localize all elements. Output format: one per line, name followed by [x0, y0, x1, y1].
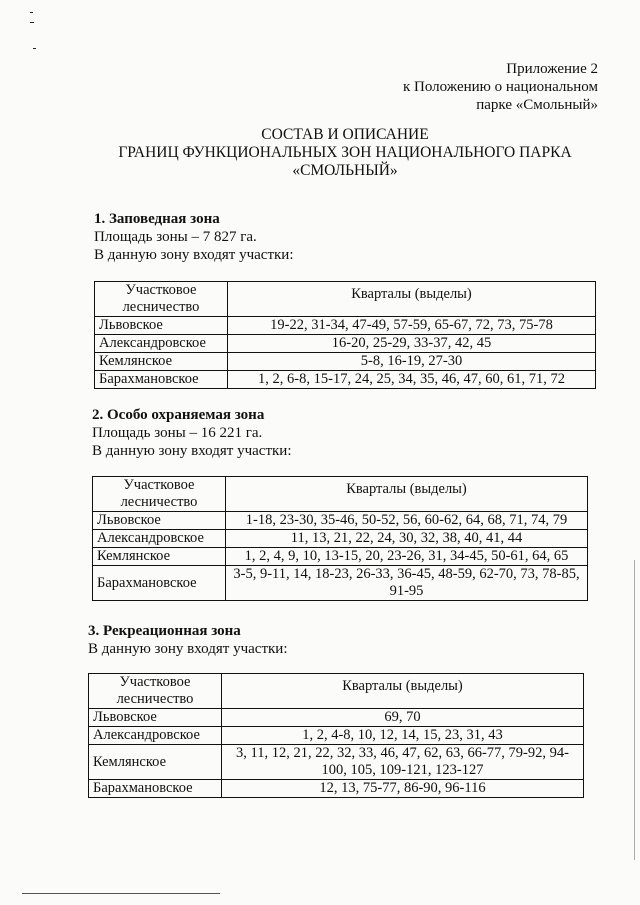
forestry-name: Александровское: [95, 335, 228, 353]
header-text: лесничество: [120, 494, 198, 510]
zone-heading: 1. Заповедная зона: [94, 211, 220, 227]
table-row: [95, 371, 596, 389]
zone-table: [92, 476, 588, 601]
forestry-name: Кемлянское: [93, 548, 226, 566]
table-header-cell: [93, 477, 226, 512]
zone-intro: В данную зону входят участки:: [92, 443, 292, 459]
title-line: «СМОЛЬНЫЙ»: [292, 162, 398, 179]
table-header-cell: Кварталы (выделы): [228, 282, 596, 317]
zone-heading: 3. Рекреационная зона: [88, 623, 241, 639]
forestry-name: Барахмановское: [95, 371, 228, 389]
forestry-name: Кемлянское: [89, 745, 222, 780]
table-row: [95, 317, 596, 335]
quarters-cell: 12, 13, 75-77, 86-90, 96-116: [222, 780, 584, 798]
scan-mark: [33, 48, 36, 49]
zone-heading: 2. Особо охраняемая зона: [92, 407, 265, 423]
table-row: [89, 745, 584, 780]
quarters-line: 3-5, 9-11, 14, 18-23, 26-33, 36-45, 48-59, 62-70, 73, 78-85,: [233, 566, 580, 582]
quarters-cell: [226, 566, 588, 601]
forestry-name: Барахмановское: [93, 566, 226, 601]
header-text: лесничество: [122, 299, 200, 315]
scan-mark: [30, 12, 33, 13]
quarters-cell: 5-8, 16-19, 27-30: [228, 353, 596, 371]
table-row: [89, 709, 584, 727]
zone-area: Площадь зоны – 7 827 га.: [94, 229, 257, 245]
table-header-row: [89, 674, 584, 709]
quarters-cell: 1-18, 23-30, 35-46, 50-52, 56, 60-62, 64, 68, 71, 74, 79: [226, 512, 588, 530]
forestry-name: Львовское: [95, 317, 228, 335]
table-row: [89, 780, 584, 798]
quarters-cell: 1, 2, 4-8, 10, 12, 14, 15, 23, 31, 43: [222, 727, 584, 745]
quarters-cell: 19-22, 31-34, 47-49, 57-59, 65-67, 72, 73, 75-78: [228, 317, 596, 335]
table-row: [93, 512, 588, 530]
table-header-row: [95, 282, 596, 317]
header-text: Участковое: [125, 282, 197, 298]
quarters-line: 91-95: [389, 583, 424, 599]
table-row: [95, 335, 596, 353]
quarters-line: 100, 105, 109-121, 123-127: [321, 762, 484, 778]
document-title: [0, 126, 640, 180]
appendix-line: Приложение 2: [506, 61, 598, 77]
quarters-cell: [222, 745, 584, 780]
quarters-cell: 16-20, 25-29, 33-37, 42, 45: [228, 335, 596, 353]
header-text: Участковое: [123, 477, 195, 493]
quarters-cell: 1, 2, 6-8, 15-17, 24, 25, 34, 35, 46, 47, 60, 61, 71, 72: [228, 371, 596, 389]
appendix-note: [403, 60, 598, 114]
table-header-row: [93, 477, 588, 512]
zone-intro: В данную зону входят участки:: [88, 641, 288, 657]
zone-area: Площадь зоны – 16 221 га.: [92, 425, 263, 441]
quarters-cell: 11, 13, 21, 22, 24, 30, 32, 38, 40, 41, 44: [226, 530, 588, 548]
scan-edge-line: [22, 893, 220, 894]
title-line: СОСТАВ И ОПИСАНИЕ: [261, 126, 429, 143]
forestry-name: Александровское: [93, 530, 226, 548]
table-row: [93, 548, 588, 566]
scan-edge-line: [634, 560, 635, 860]
appendix-line: к Положению о национальном: [403, 79, 598, 95]
header-text: лесничество: [116, 691, 194, 707]
quarters-cell: 1, 2, 4, 9, 10, 13-15, 20, 23-26, 31, 34-45, 50-61, 64, 65: [226, 548, 588, 566]
table-header-cell: [89, 674, 222, 709]
forestry-name: Львовское: [89, 709, 222, 727]
forestry-name: Барахмановское: [89, 780, 222, 798]
zone-intro: В данную зону входят участки:: [94, 247, 294, 263]
header-text: Участковое: [119, 674, 191, 690]
forestry-name: Александровское: [89, 727, 222, 745]
title-line: ГРАНИЦ ФУНКЦИОНАЛЬНЫХ ЗОН НАЦИОНАЛЬНОГО ПАРКА: [118, 144, 572, 161]
appendix-line: парке «Смольный»: [476, 97, 598, 113]
table-header-cell: [95, 282, 228, 317]
zone-table: [88, 673, 584, 798]
table-row: [89, 727, 584, 745]
forestry-name: Кемлянское: [95, 353, 228, 371]
table-row: [95, 353, 596, 371]
table-header-cell: Кварталы (выделы): [222, 674, 584, 709]
quarters-line: 3, 11, 12, 21, 22, 32, 33, 46, 47, 62, 63, 66-77, 79-92, 94-: [236, 745, 569, 761]
zone-table: [94, 281, 596, 389]
quarters-cell: 69, 70: [222, 709, 584, 727]
forestry-name: Львовское: [93, 512, 226, 530]
scan-mark: [30, 22, 34, 23]
table-row: [93, 566, 588, 601]
table-header-cell: Кварталы (выделы): [226, 477, 588, 512]
table-row: [93, 530, 588, 548]
